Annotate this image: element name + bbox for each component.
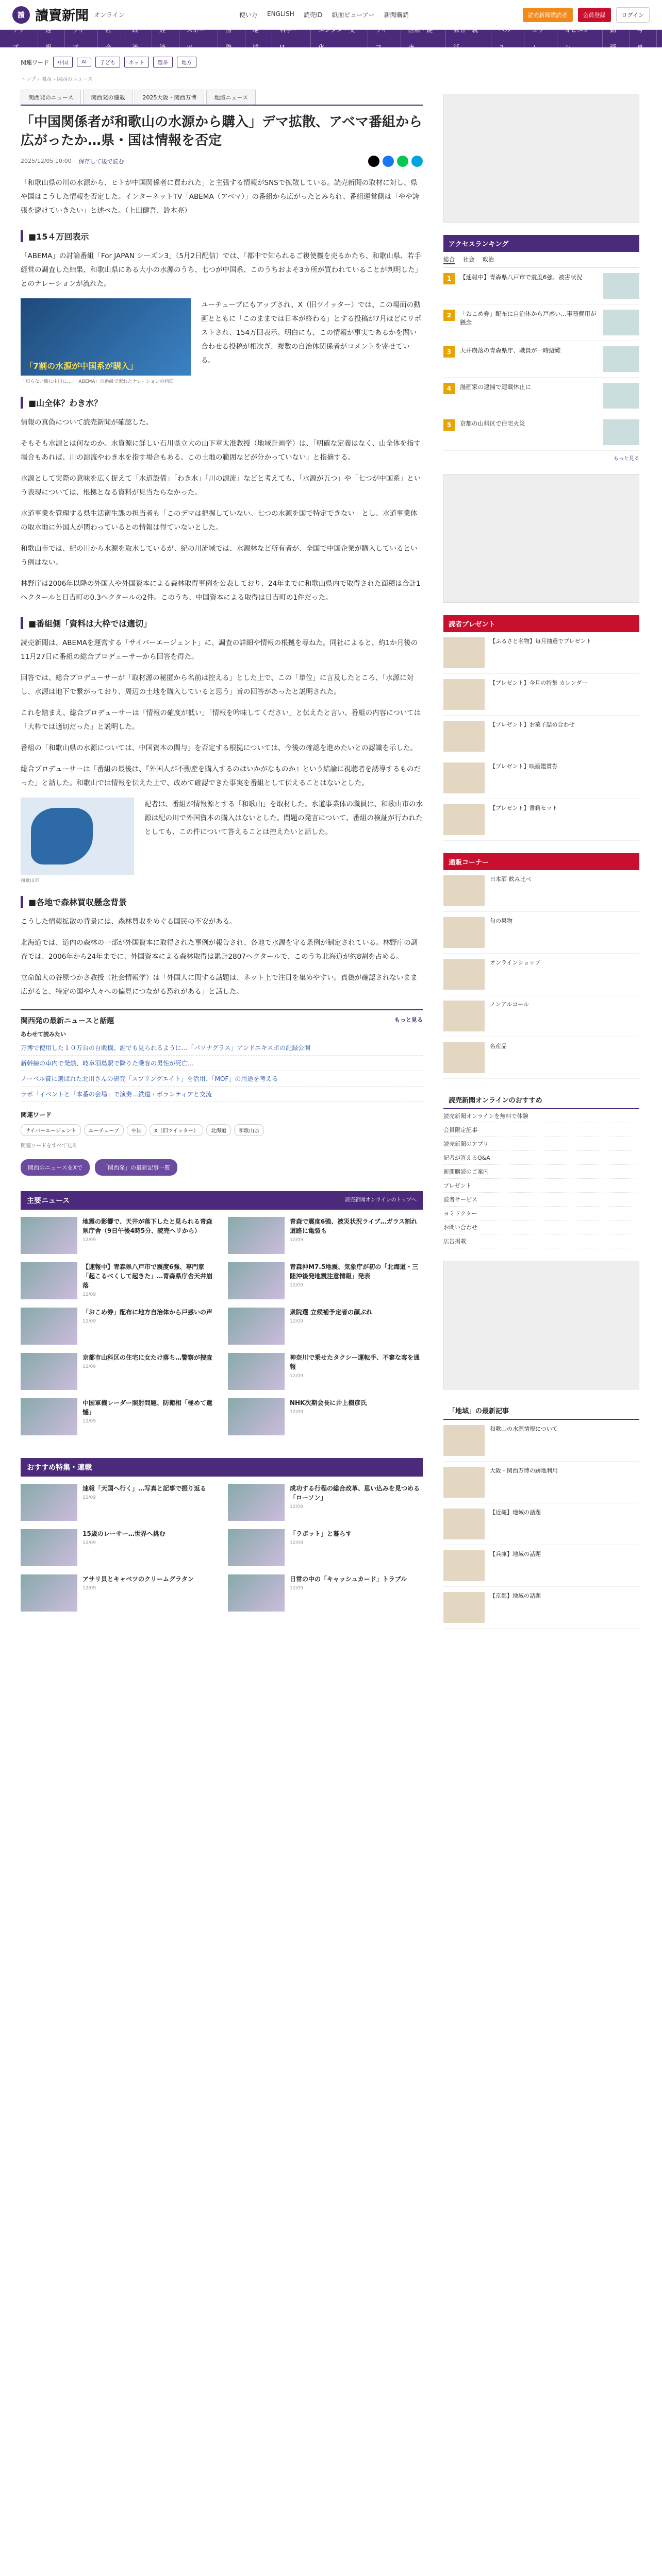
ad-banner[interactable] [443,94,639,223]
tag-bar [21,47,423,72]
article-paragraph: 水道事業を管理する県生活衛生課の担当者も「このデマは把握していない。七つの水源を国で特定できない」とし、水道事業体の取水地に外国人が関わっているとの情報は得ていないとした。 [21,509,418,532]
article-subhead: ■各地で森林買収懸念背景 [21,896,423,908]
news-thumbnail[interactable] [228,1574,285,1612]
photo-caption: 「知らない間に中国に…」「ABEMA」の番組で流れたナレーションの画面 [21,379,174,384]
card-text [290,1529,352,1566]
main-news-item[interactable] [228,1398,423,1435]
nav-item[interactable]: 地域 [245,21,273,56]
card-title[interactable]: 青森沖M7.5地震、気象庁が初の「北海道・三陸沖後発地震注意情報」発表 [290,1263,419,1280]
present-item[interactable] [443,716,639,757]
shop-item[interactable] [443,954,639,995]
special-item[interactable] [21,1574,216,1612]
follow-x-button[interactable]: 関西のニュースをXで [21,1159,90,1176]
main-news-item[interactable] [21,1217,216,1254]
nav-item[interactable]: 教育・就活 [446,21,491,56]
facebook-share-icon[interactable] [383,156,394,167]
bookmark-button[interactable]: 保存して後で読む [78,158,124,165]
map-caption: 和歌山市 [21,878,40,884]
region-text[interactable]: 和歌山の水源情報について [490,1426,558,1432]
card-text [82,1529,166,1566]
news-thumbnail[interactable] [21,1398,77,1435]
present-text[interactable]: 【プレゼント】今月の特集 カレンダー [490,680,588,686]
card-date: 12/09 [82,1292,96,1297]
article-paragraph: 番組の「和歌山県の水源については、中国資本の関与」を否定する根拠については、今後の確認を進めたいとの認識を示した。 [21,743,417,752]
card-text [290,1262,423,1299]
map-figure-row [21,798,423,884]
main-column [21,47,423,1641]
article-paragraph: 情報の真偽について読売新聞が確認した。 [21,418,153,427]
article-paragraph: これを踏まえ、総合プロデューサーは「情報の確度が低い」「情報を吟味してください」と伝えたと言い、番組の内容については「大枠では適切だった」と説明した。 [21,708,421,731]
tab-kansai-news[interactable]: 関西発のニュース [21,90,81,105]
related-box [21,1009,423,1102]
shop-item[interactable] [443,1037,639,1079]
ranking-title-text[interactable]: 【速報中】青森県八戸市で震度6強、被害状況 [460,274,583,281]
shop-text[interactable]: ノンアルコール [490,1001,529,1008]
card-date: 12/09 [290,1540,303,1546]
nav-item[interactable]: 医療・健康 [401,21,446,56]
nav-item[interactable]: ヘルス [491,21,524,56]
card-date: 12/09 [82,1495,96,1500]
nav-item[interactable]: コラム [524,21,557,56]
card-title[interactable]: アサリ貝とキャベツのクリームグラタン [82,1575,194,1583]
ranking-box [443,235,639,462]
article-paragraph: 回答では、総合プロデューサーが「取材源の秘匿から名前は控える」とした上で、この「単位」に言及したところ、「水源に対し、水源は地下で繋がっており、周辺の土地を購入していると思う」旨の回答があったと説明された。 [21,673,414,696]
card-title[interactable]: 速報「天国へ行く」…写真と記事で振り返る [82,1484,207,1492]
related-link[interactable]: ラボ「イベントと「本番の会場」で演奏…鉄道・ボランティアと交流 [21,1087,423,1102]
ranking-title-text[interactable]: 「おこめ券」配布に自治体から戸惑い…事務費用が懸念 [460,310,597,327]
keyword-chip[interactable]: X（旧ツイッター） [150,1124,203,1136]
news-thumbnail[interactable] [21,1353,77,1390]
tag-item[interactable]: 地方 [177,57,196,67]
card-text [82,1398,216,1435]
card-date: 12/09 [82,1237,96,1243]
section-tabs [21,90,423,106]
article-title: 「中国関係者が和歌山の水源から購入」デマ拡散、アベマ番組から広がったか…県・国は情報を否定 [21,114,422,149]
shop-text[interactable]: 日本酒 飲み比べ [490,876,532,883]
card-title[interactable]: 京都市山科区の住宅に女たけ落ち…警察が捜査 [82,1353,213,1361]
sidebar-link[interactable]: 新聞購読のご案内 [443,1165,639,1179]
ranking-tab[interactable]: 政治 [483,256,494,263]
card-text [290,1217,423,1254]
header-link[interactable]: 読売ID [303,11,323,19]
main-news-item[interactable] [228,1262,423,1299]
region-item[interactable] [443,1587,639,1629]
shop-title: 通販コーナー [443,853,639,870]
keyword-chip[interactable]: 和歌山県 [234,1124,264,1136]
login-button[interactable]: ログイン [616,7,650,23]
article-paragraph: 水源として実際の意味を広く捉えて「水道設備」「わき水」「川の源流」などと考えても、「水源が五つ」や「七つが中国系」という表現については、根拠となる資料が見当たらなかった。 [21,474,421,497]
article-paragraph: 北海道では、道内の森林の一部が外国資本に取得された事例が報告され、各地で水源を守る条例が制定されている。林野庁の調査では、2006年から24年までに、外国資本による森林取得は累計2807ヘクタールで、このうち北海道が約8割を占める。 [21,938,418,961]
card-title[interactable]: 地震の影響で、天井が落下したと見られる青森県庁舎（9日午後4時5分、読売ヘリから） [82,1217,212,1234]
present-text[interactable]: 【プレゼント】映画鑑賞券 [490,763,558,770]
article-subhead: ■15４万回表示 [21,230,423,242]
header-link[interactable]: 紙面ビューアー [332,11,375,19]
ranking-number: 5 [443,419,455,431]
card-date: 12/09 [82,1585,96,1591]
present-thumbnail[interactable] [443,762,485,793]
main-news-item[interactable] [21,1398,216,1435]
tag-item[interactable]: 中国 [53,57,73,67]
card-title[interactable]: 【速報中】青森県八戸市で震度6強、専門家「起こるべくして起きた」…青森県庁舎天井崩落 [82,1263,213,1289]
ranking-title: アクセスランキング [443,235,639,252]
main-news-item[interactable] [21,1308,216,1345]
news-thumbnail[interactable] [228,1353,285,1390]
photo-overlay-text: 「7割の水源が中国系が購入」 [25,361,138,371]
ranking-more-link[interactable]: もっと見る [614,456,639,462]
ranking-tab[interactable]: 社会 [463,256,474,263]
nav-item[interactable]: 速報 [38,21,65,56]
map-land-shape [31,808,93,865]
nav-item[interactable]: トップ [5,21,38,56]
nav-item[interactable]: オピニオン [557,21,603,56]
sidebar-link[interactable]: ヨミドクター [443,1207,639,1221]
region-thumbnail[interactable] [443,1550,485,1581]
special-item[interactable] [228,1529,423,1566]
related-link[interactable]: 新幹線の車内で発熱、岐阜羽島駅で降りた乗客の男性が死亡… [21,1056,423,1071]
map-image[interactable] [21,798,134,875]
region-title: 「地域」の最新記事 [443,1402,639,1420]
article-paragraph: 総合プロデューサーは「番組の最後は、『外国人が不動産を購入するのはいかがなものか』という結論に視聴者を誘導するものだった」と話した。和歌山では情報を伝えた上で、改めて確認できた事実を番組として伝えることはないとした。 [21,765,421,787]
shop-thumbnail[interactable] [443,875,485,906]
card-text [290,1574,407,1612]
header-link[interactable]: ENGLISH [267,10,294,18]
present-item[interactable] [443,757,639,799]
card-text [82,1308,212,1345]
article-figure-row [21,298,423,384]
hatena-share-icon[interactable] [411,156,423,167]
sidebar-link[interactable]: 読売新聞オンラインを無料で体験 [443,1109,639,1123]
sidebar-link[interactable]: 読売新聞のアプリ [443,1137,639,1151]
news-thumbnail[interactable] [228,1308,285,1345]
ranking-number: 4 [443,383,455,394]
breadcrumb[interactable]: トップ › 関西 › 関西のニュース [21,77,93,82]
region-thumbnail[interactable] [443,1467,485,1498]
shop-text[interactable]: 旬の果物 [490,918,512,924]
region-text[interactable]: 【兵庫】地域の話題 [490,1551,541,1557]
news-thumbnail[interactable] [21,1574,77,1612]
card-date: 12/09 [82,1418,96,1424]
news-thumbnail[interactable] [21,1262,77,1299]
region-text[interactable]: 【京都】地域の話題 [490,1592,541,1599]
shop-thumbnail[interactable] [443,1001,485,1031]
related-link[interactable]: ノーベル賞に選ばれた北川さんの研究「スプリングエイト」を活用、「MOF」の用途を考える [21,1071,423,1087]
card-title[interactable]: 中国軍機レーダー照射問題、防衛相「極めて遺憾」 [82,1399,213,1416]
nav-item[interactable]: エンタメ・文化 [311,21,368,56]
tag-item[interactable]: AI [77,58,91,66]
nav-item[interactable]: 社会 [98,21,125,56]
main-news-more-link[interactable]: 読売新聞オンラインのトップへ [344,1197,417,1203]
ranking-item[interactable] [443,341,639,378]
article-subhead: ■山全体？わき水？ [21,397,423,409]
article-paragraph: 記者は、番組が情報源とする「和歌山」を取材した。水道事業体の職員は、和歌山市の水源は紀の川で外国資本の購入はないとした。問題の発言について、番組の検証が行われたとしても、この件について答えることは控えたいと話した。 [144,800,423,836]
special-item[interactable] [228,1574,423,1612]
ranking-title-text[interactable]: 京都の山科区で住宅火災 [460,420,525,427]
sidebar [443,47,639,1641]
header-link[interactable]: 新聞購読 [384,11,409,19]
main-news-item[interactable] [228,1217,423,1254]
related-link[interactable]: 万博で使用した１０万台の自販機、誰でも見られるように…「パソナグラス」アンドエキスポの記録公開 [21,1040,423,1056]
shop-item[interactable] [443,995,639,1037]
header-link[interactable]: 使い方 [239,11,258,19]
follow-buttons [21,1159,423,1176]
card-date: 12/09 [82,1364,96,1369]
shop-item[interactable] [443,870,639,912]
article-paragraph: 和歌山市では、紀の川から水源を取水しているが、紀の川流域では、水源林など所有者が、全国で中国企業が購入しているという例はない。 [21,544,418,567]
tag-item[interactable]: ネット [124,57,149,67]
region-thumbnail[interactable] [443,1592,485,1623]
main-news-item[interactable] [228,1308,423,1345]
main-news-header [21,1191,423,1210]
nav-item[interactable]: 国際 [218,21,245,56]
article-paragraph: 読売新聞は、ABEMAを運営する「サイバーエージェント」に、調査の詳細や情報の根拠を尋ねた。同社によると、約1か月後の11月27日に番組の総合プロデューサーから回答を得た。 [21,638,418,661]
shop-thumbnail[interactable] [443,959,485,990]
main-news-grid [21,1210,423,1443]
article-paragraph: こうした情報拡散の背景には、森林買収をめぐる国民の不安がある。 [21,917,237,926]
special-item[interactable] [21,1484,216,1521]
ranking-item[interactable] [443,378,639,414]
article-subhead: ■番組側「資料は大枠では適切」 [21,617,423,629]
keyword-chip[interactable]: ユーチューブ [84,1124,124,1136]
shop-box [443,853,639,1079]
ranking-thumbnail[interactable] [603,273,639,299]
keywords-all-link[interactable]: 関連ワードをすべて見る [21,1143,77,1149]
tab-kansai-series[interactable]: 関西発の連載 [83,90,133,105]
card-date: 12/09 [290,1318,303,1324]
nav-item[interactable]: ライフ [368,21,401,56]
card-date: 12/09 [290,1373,303,1379]
ranking-tab[interactable]: 総合 [443,255,455,264]
special-title: おすすめ特集・連載 [27,1463,92,1472]
present-text[interactable]: 【ふるさと名物】毎月抽選でプレゼント [490,638,592,645]
card-text [82,1262,216,1299]
shop-item[interactable] [443,912,639,954]
article-paragraph: 林野庁は2006年以降の外国人や外国資本による森林取得事例を公表しており、24年までに和歌山県内で取得された面積は合計1ヘクタールと日吉町の0.3ヘクタールの2件。このうち、中国資本による取得は日吉町の1件だった。 [21,579,421,602]
region-thumbnail[interactable] [443,1509,485,1539]
article-meta [21,156,423,167]
sidebar-link[interactable]: 広告掲載 [443,1234,639,1248]
card-date: 12/09 [82,1540,96,1546]
present-thumbnail[interactable] [443,804,485,835]
keywords-label: 関連ワード [21,1111,52,1118]
related-head: あわせて読みたい [21,1030,66,1038]
nav-item[interactable]: ライブ [65,21,98,56]
present-thumbnail[interactable] [443,679,485,710]
article-paragraph: ユーチューブにもアップされ、X（旧ツイッター）では、この場面の動画とともに「このままでは日本が終わる」とする投稿が7月ほどにリポストされ、154万回表示。明白にも、この情報が事実であるかを問い合わせる投稿が相次ぎ、複数の自治体関係者がコメントを寄せている。 [201,300,422,365]
present-text[interactable]: 【プレゼント】書籍セット [490,805,558,811]
sidebar-link[interactable]: 会員限定記事 [443,1123,639,1137]
region-text[interactable]: 【近畿】地域の話題 [490,1509,541,1516]
shop-thumbnail[interactable] [443,1042,485,1073]
present-thumbnail[interactable] [443,637,485,668]
subscriber-button[interactable]: 読売新聞購読者 [523,8,573,22]
present-item[interactable] [443,632,639,674]
shop-text[interactable]: オンラインショップ [490,959,541,966]
header-links [239,10,409,19]
present-box [443,615,639,841]
ad-banner[interactable] [443,474,639,603]
keyword-chip[interactable]: 中国 [127,1124,146,1136]
ranking-thumbnail[interactable] [603,383,639,409]
ranking-title-text[interactable]: 漫画家の逮捕で連載休止に [460,383,531,391]
related-more-link[interactable]: もっと見る [394,1016,423,1023]
tab-expo[interactable]: 2025大阪・関西万博 [135,90,204,105]
line-share-icon[interactable] [397,156,408,167]
news-thumbnail[interactable] [21,1217,77,1254]
region-item[interactable] [443,1503,639,1545]
present-title: 読者プレゼント [443,615,639,632]
card-title[interactable]: 青森で震度6強、被災状況ライブ…ガラス割れ道路に亀裂も [290,1217,418,1234]
article-paragraph: そもそも水源とは何なのか。水資源に詳しい石川県立大の山下章太准教授（地域計画学）は、「明確な定義はなく、山全体を指す場合もあれば、川の源流やわき水を指す場合もある。この土地の範囲などが分かっていない」と指摘する。 [21,439,421,462]
ranking-number: 2 [443,310,455,321]
x-share-icon[interactable] [368,156,379,167]
sidebar-link[interactable]: 読者サービス [443,1193,639,1207]
news-thumbnail[interactable] [21,1308,77,1345]
global-nav [0,26,662,51]
card-date: 12/09 [290,1585,303,1591]
register-button[interactable]: 会員登録 [578,8,611,22]
special-grid [21,1477,423,1619]
logo-sub: オンライン [94,11,125,19]
ranking-title-text[interactable]: 天井崩落の青森県庁、職員が一時避難 [460,347,561,354]
nav-item[interactable]: 政治 [125,21,153,56]
present-item[interactable] [443,799,639,841]
region-item[interactable] [443,1420,639,1462]
tab-region[interactable]: 地域ニュース [206,90,255,105]
card-text [82,1484,206,1521]
news-thumbnail[interactable] [228,1262,285,1299]
nav-item[interactable]: スポーツ [179,21,219,56]
main-news-item[interactable] [228,1353,423,1390]
nav-item[interactable]: 経済 [152,21,179,56]
sidebar-link[interactable]: お問い合わせ [443,1221,639,1234]
logo-text: 讀賣新聞 [35,8,89,24]
card-title[interactable]: 15歳のレーサー…世界へ挑む [82,1530,166,1537]
card-text [290,1308,372,1345]
main-news-title: 主要ニュース [27,1196,70,1205]
tag-item[interactable]: 子ども [95,57,120,67]
main-news-item[interactable] [21,1353,216,1390]
ranking-thumbnail[interactable] [603,346,639,372]
shop-thumbnail[interactable] [443,917,485,948]
card-title[interactable]: NHK次期会長に井上樹彦氏 [290,1399,367,1406]
card-text [290,1353,423,1390]
ranking-thumbnail[interactable] [603,419,639,445]
card-text [82,1217,216,1254]
logo-mark-icon: 讀 [12,6,30,24]
region-box [443,1402,639,1629]
card-text [82,1353,212,1390]
card-title[interactable]: 神奈川で乗せたタクシー運転手、不審な客を通報 [290,1353,420,1370]
keyword-chip[interactable]: 北海道 [206,1124,231,1136]
ad-banner[interactable] [443,1261,639,1389]
article-paragraph: 立命館大の谷原つかさ教授（社会情報学）は「外国人に関する話題は、ネット上で注目を集めやすい。真偽が確認されないまま広がると、特定の国や人々への偏見につながる恐れがある」と話した。 [21,973,418,996]
card-date: 12/09 [290,1504,303,1510]
region-item[interactable] [443,1545,639,1587]
special-item[interactable] [21,1529,216,1566]
region-item[interactable] [443,1462,639,1503]
ranking-thumbnail[interactable] [603,310,639,335]
shop-text[interactable]: 名産品 [490,1043,507,1049]
article-lead: 「和歌山県の川の水源から、ヒトが中国関係者に買われた」と主張する情報がSNSで拡散している。読売新聞の取材に対し、県や国はこうした情報を否定した。インターネットTV「ABEMA（アベマ）」の番組から広がったとみられ、番組運営側は「やや誇張を避けていきたい」と述べた。（上田健吾、鈴木亮） [21,178,420,215]
article-paragraph: 「ABEMA」の討論番組「For JAPAN シーズン3」（5月2日配信）では、「都中で知られるご複使機を売るかたち、和歌山県、若手経営の調査した結果、和歌山県にある大小の水源のうち、七つが中国系、このうちおよそ3カ所が買われていることが判明した」とのナレーションが流れた。 [21,251,422,288]
card-title[interactable]: 「おこめ券」配布に地方自治体から戸惑いの声 [82,1308,213,1316]
ranking-item[interactable] [443,268,639,304]
ranking-item[interactable] [443,414,639,451]
card-date: 12/09 [82,1318,96,1324]
kansai-list-button[interactable]: 「関西発」の最新記事一覧 [95,1159,177,1176]
keyword-list [21,1124,423,1136]
nav-item[interactable]: 写真 [630,21,657,56]
card-date: 12/09 [290,1409,303,1415]
present-text[interactable]: 【プレゼント】お菓子詰め合わせ [490,721,575,728]
region-thumbnail[interactable] [443,1425,485,1456]
special-header [21,1458,423,1477]
news-thumbnail[interactable] [228,1529,285,1566]
card-date: 12/09 [290,1282,303,1288]
card-title[interactable]: 衆院選 立候補予定者の顔ぶれ [290,1308,373,1316]
ranking-number: 3 [443,346,455,358]
main-news-item[interactable] [21,1262,216,1299]
card-text [82,1574,194,1612]
nav-item[interactable]: 科学・IT [272,21,311,56]
article-photo[interactable] [21,298,191,376]
sidebar-link[interactable]: プレゼント [443,1179,639,1193]
region-text[interactable]: 大阪・関西万博の跡地利用 [490,1467,558,1474]
card-title[interactable]: 成功する行程の総合改革、思い込みを見つめる「ローソン」 [290,1484,420,1501]
news-thumbnail[interactable] [228,1484,285,1521]
tag-label: 関連ワード [21,59,49,66]
ranking-number: 1 [443,273,455,284]
article-date: 2025/12/05 10:00 [21,158,72,165]
news-thumbnail[interactable] [21,1529,77,1566]
keyword-chip[interactable]: サイバーエージェント [21,1124,81,1136]
nav-item[interactable]: 動画 [603,21,630,56]
sidebar-link[interactable]: 記者が答えるQ&A [443,1151,639,1165]
present-item[interactable] [443,674,639,716]
card-text [290,1398,367,1435]
related-title: 関西発の最新ニュースと話題 [21,1016,114,1025]
card-title[interactable]: 「ラボット」と暮らす [290,1530,352,1537]
present-thumbnail[interactable] [443,721,485,752]
special-item[interactable] [228,1484,423,1521]
ranking-item[interactable] [443,304,639,341]
card-title[interactable]: 日常の中の「キャッシュカード」トラブル [290,1575,407,1583]
news-thumbnail[interactable] [228,1398,285,1435]
news-thumbnail[interactable] [21,1484,77,1521]
card-date: 12/09 [290,1237,303,1243]
news-thumbnail[interactable] [228,1217,285,1254]
links-box [443,1091,639,1248]
links-title: 読売新聞オンラインのおすすめ [443,1091,639,1109]
tag-item[interactable]: 選挙 [153,57,173,67]
share-buttons [368,156,423,167]
card-text [290,1484,423,1521]
